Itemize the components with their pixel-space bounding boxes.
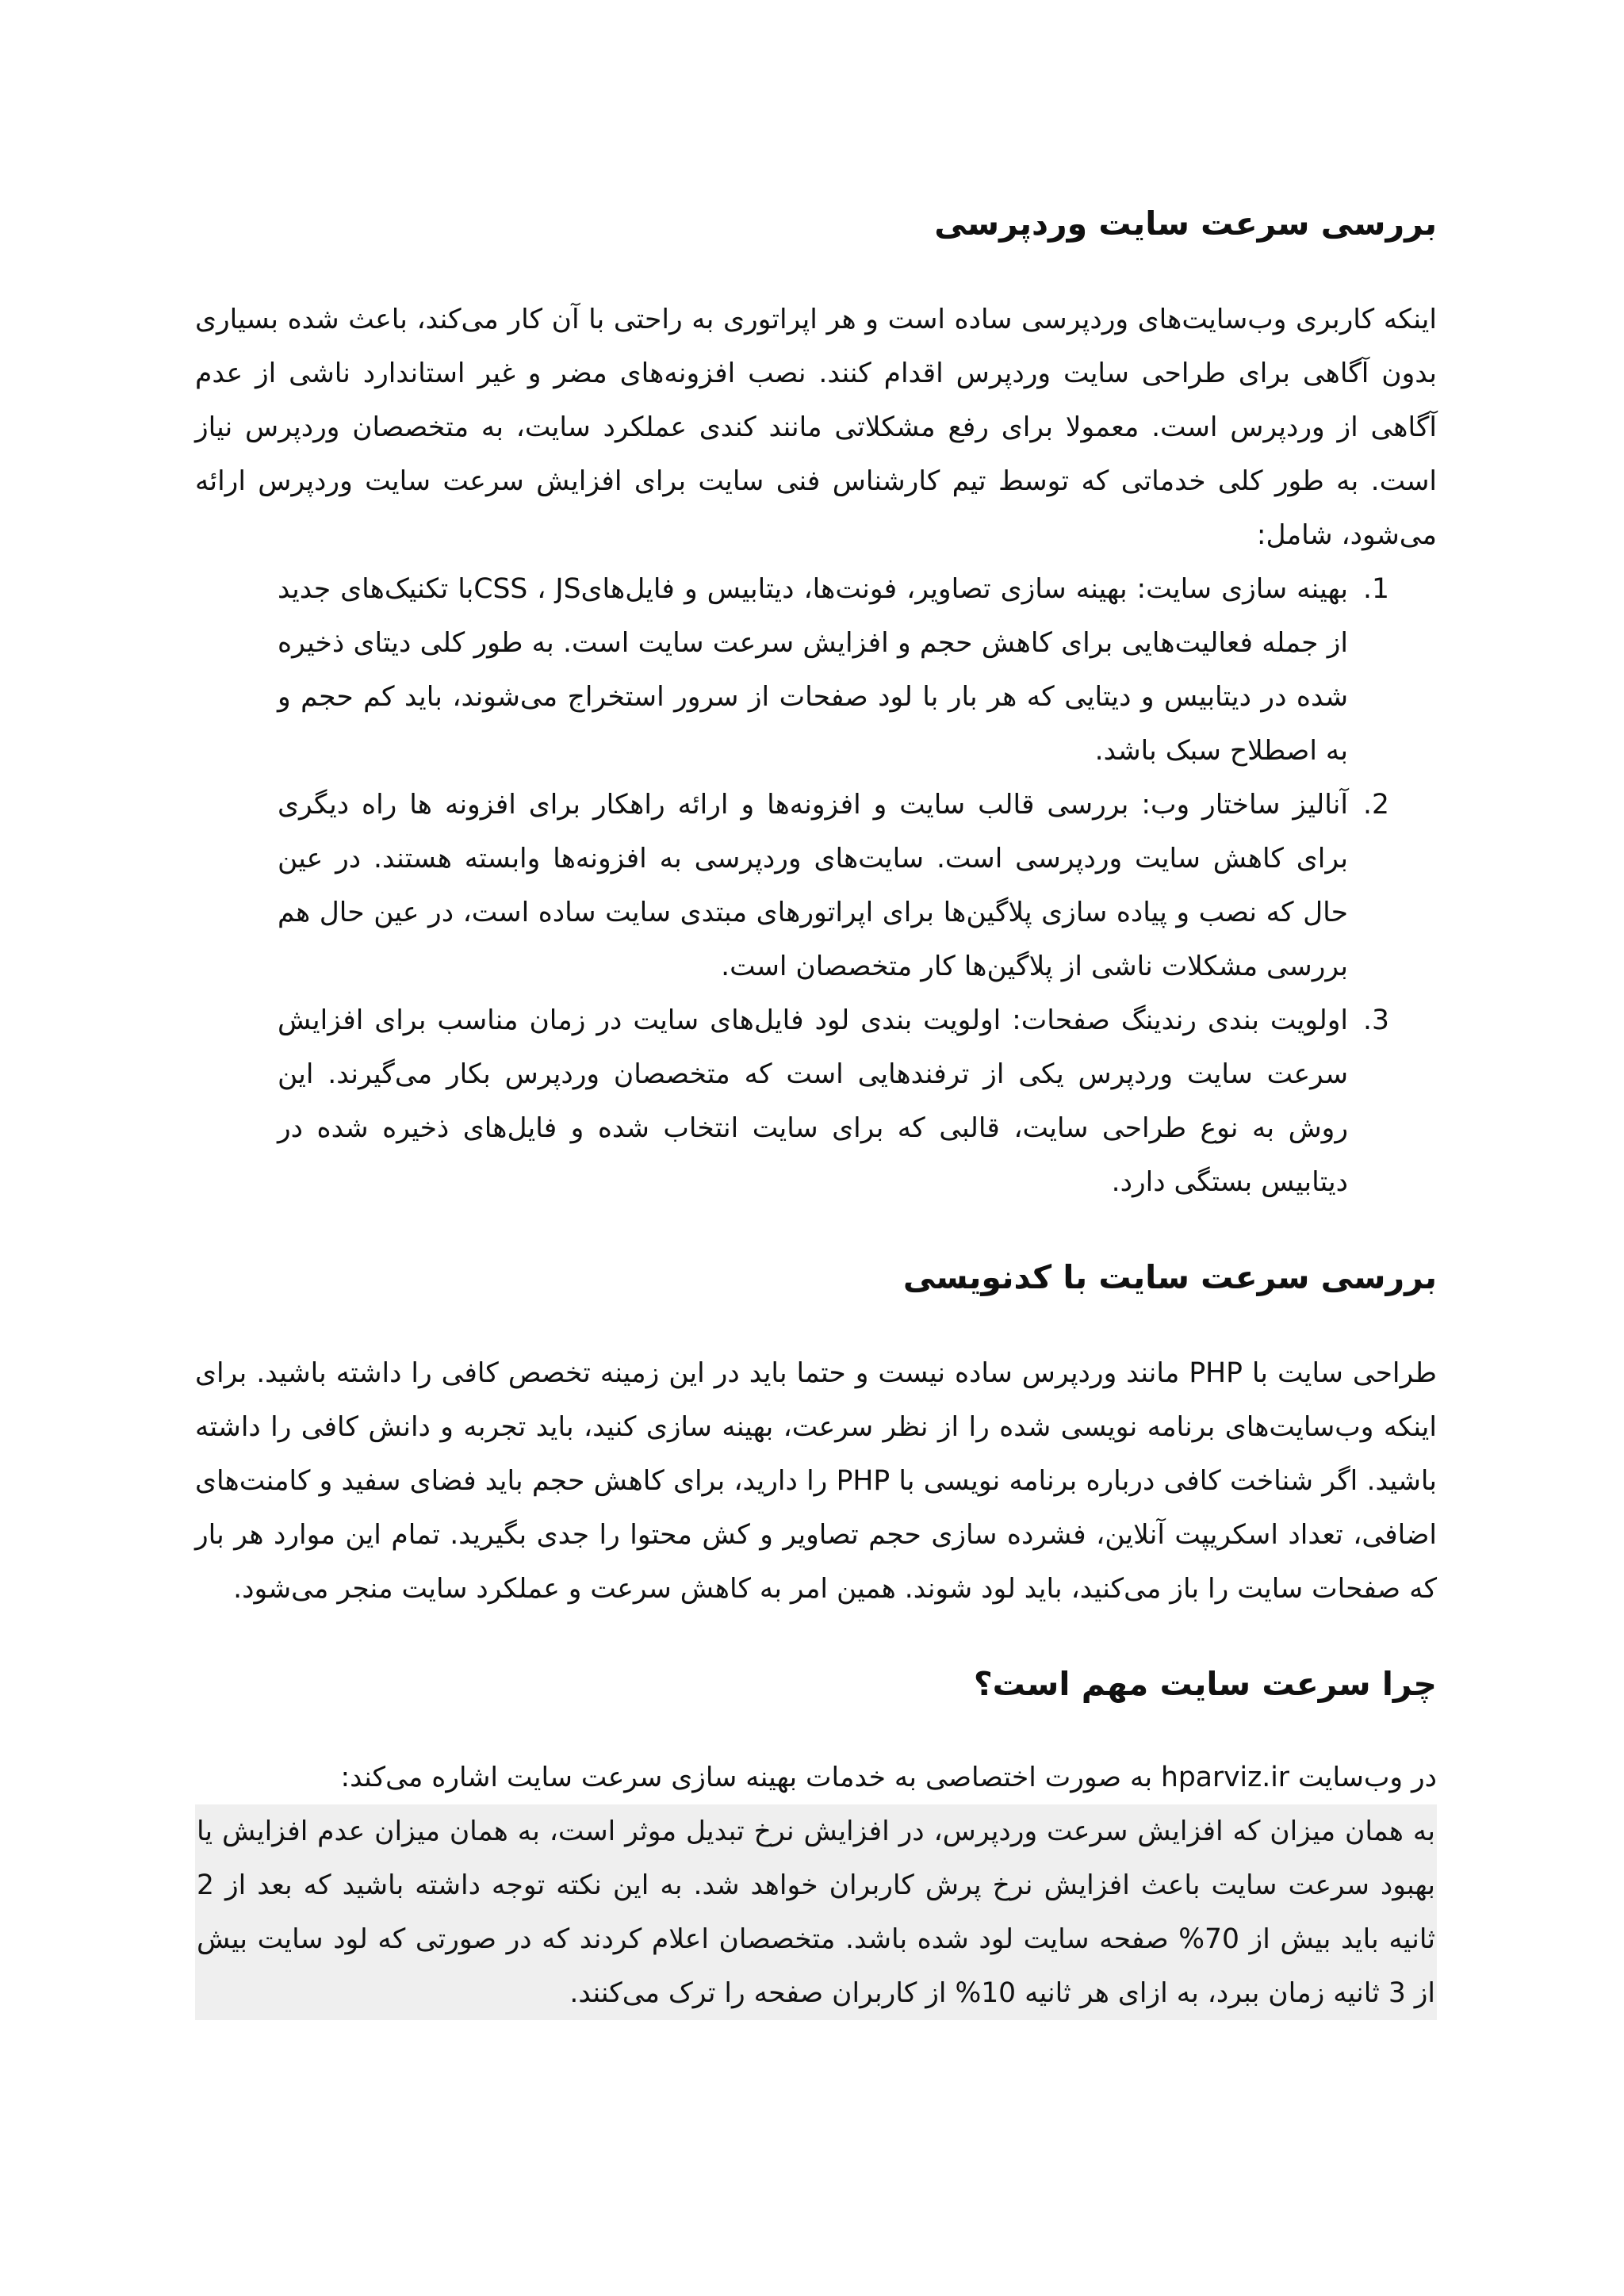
section-title-why-speed: چرا سرعت سایت مهم است؟ [973, 1665, 1437, 1704]
services-list [195, 562, 1437, 1209]
section-title-wordpress-speed: بررسی سرعت سایت وردپرسی [934, 205, 1437, 243]
section-body-paragraph: طراحی سایت با PHP مانند وردپرس ساده نیست و حتما باید در این زمینه تخصص کافی را داشته باشید. برای اینکه وب‌سایت‌های برنامه نویسی شده را از نظر سرعت، بهینه سازی کنید، باید تجربه و دانش کافی را داشته باشید. اگر شناخت کافی درباره برنامه نویسی با PHP را دارید، برای کاهش حجم باید فضای سفید و کامنت‌های اضافی، تعداد اسکریپت آنلاین، فشرده سازی حجم تصاویر و کش محتوا را جدی بگیرید. تمام این موارد هر بار که صفحات سایت را باز می‌کنید، باید لود شوند. همین امر به کاهش سرعت و عملکرد سایت منجر می‌شود. [195, 1357, 1438, 1605]
section-title-coding-speed: بررسی سرعت سایت با کدنویسی [902, 1258, 1437, 1297]
document-page [195, 0, 1437, 2020]
section-intro-paragraph: اینکه کاربری وب‌سایت‌های وردپرسی ساده است و هر اپراتوری به راحتی با آن کار می‌کند، باعث شده بسیاری بدون آگاهی برای طراحی سایت وردپرس اقدام کنند. نصب افزونه‌های مضر و غیر استاندارد ناشی از عدم آگاهی از وردپرس است. معمولا برای رفع مشکلاتی مانند کندی عملکرد سایت، به متخصصان وردپرس نیاز است. به طور کلی خدماتی که توسط تیم کارشناس فنی سایت برای افزایش سرعت سایت وردپرس ارائه می‌شود، شامل: [195, 304, 1437, 552]
list-item: 3. اولویت بندی رندینگ صفحات: اولویت بندی لود فایل‌های سایت در زمان مناسب برای افزایش سرعت سایت وردپرس یکی از ترفندهایی است که متخصصان وردپرس بکار می‌گیرند. این روش به نوع طراحی سایت، قالبی که برای سایت انتخاب شده و فایل‌های ذخیره شده در دیتابیس بستگی دارد. [278, 993, 1354, 1209]
list-item: 2. آنالیز ساختار وب: بررسی قالب سایت و افزونه‌ها و ارائه راهکار برای افزونه ها راه دیگری برای کاهش سایت وردپرسی است. سایت‌های وردپرسی به افزونه‌ها وابسته هستند. در عین حال که نصب و پیاده سازی پلاگین‌ها برای اپراتورهای مبتدی سایت ساده است، در عین حال هم بررسی مشکلات ناشی از پلاگین‌ها کار متخصصان است. [278, 778, 1354, 993]
section-body-paragraph: در وب‌سایت hparviz.ir به صورت اختصاصی به خدمات بهینه سازی سرعت سایت اشاره می‌کند: [340, 1761, 1437, 1793]
highlighted-quote: به همان میزان که افزایش سرعت وردپرس، در افزایش نرخ تبدیل موثر است، به همان میزان عدم افزایش یا بهبود سرعت سایت باعث افزایش نرخ پرش کاربران خواهد شد. به این نکته توجه داشته باشید که بعد از 2 ثانیه باید بیش از 70% صفحه سایت لود شده باشد. متخصصان اعلام کردند که در صورتی که لود سایت بیش از 3 ثانیه زمان ببرد، به ازای هر ثانیه 10% از کاربران صفحه را ترک می‌کنند. [195, 1804, 1437, 2020]
list-item: 1. بهینه سازی سایت: بهینه سازی تصاویر، فونت‌ها، دیتابیس و فایل‌هایCSS ، JSبا تکنیک‌های جدید از جمله فعالیت‌هایی برای کاهش حجم و افزایش سرعت سایت است. به طور کلی دیتای ذخیره شده در دیتابیس و دیتایی که هر بار با لود صفحات از سرور استخراج می‌شوند، باید کم حجم و به اصطلاح سبک باشد. [278, 562, 1354, 778]
